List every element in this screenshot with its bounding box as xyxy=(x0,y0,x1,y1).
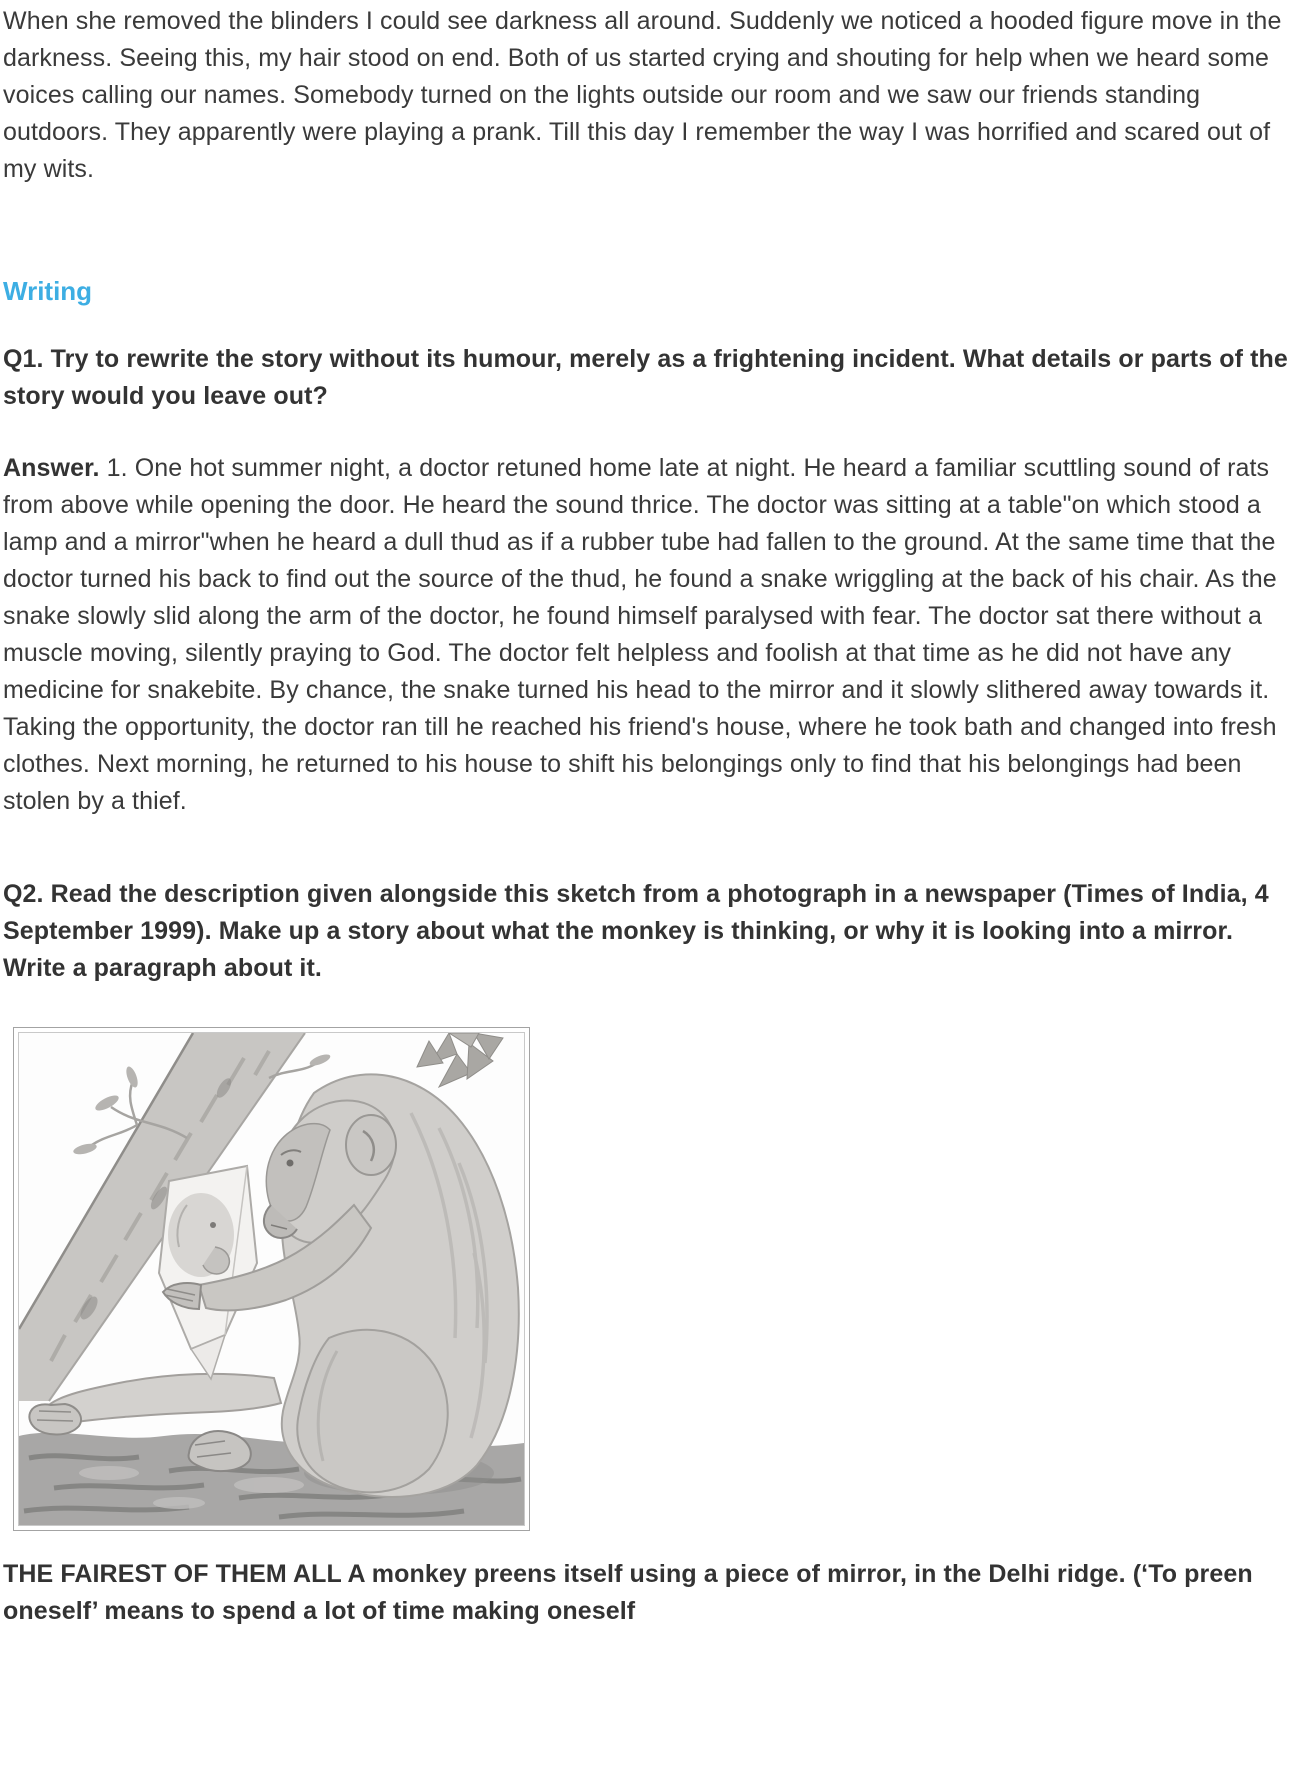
story-paragraph: When she removed the blinders I could see darkness all around. Suddenly we noticed a hooded figure move in the darkness. Seeing this, my hair stood on end. Both of us started crying and shouting for help when we heard some voices calling our names. Somebody turned on the lights outside our room and we saw our friends standing outdoors. They apparently were playing a prank. Till this day I remember the way I was horrified and scared out of my wits. xyxy=(3,7,1282,183)
monkey-eye xyxy=(287,1160,294,1167)
question-1: Q1. Try to rewrite the story without its humour, merely as a frightening incident. What details or parts of the story would you leave out? xyxy=(3,345,1288,410)
monkey-ear xyxy=(346,1115,396,1175)
monkey-mirror-sketch-drawing xyxy=(19,1033,524,1525)
question-2: Q2. Read the description given alongside this sketch from a photograph in a newspaper (Times of India, 4 September 1999). Make up a story about what the monkey is thinking, or why it is looking into a mirror. Write a paragraph about it. xyxy=(3,880,1269,982)
answer-text: 1. One hot summer night, a doctor retuned home late at night. He heard a familiar scuttling sound of rats from above while opening the door. He heard the sound thrice. The doctor was sitting at a table"on which stood a lamp and a mirror"when he heard a dull thud as if a rubber tube had fallen to the ground. At the same time that the doctor turned his back to find out the source of the thud, he found a snake wriggling at the back of his chair. As the snake slowly slid along the arm of the doctor, he found himself paralysed with fear. The doctor sat there without a muscle moving, silently praying to God. The doctor felt helpless and foolish at that time as he did not have any medicine for snakebite. By chance, the snake turned his head to the mirror and it slowly slithered away towards it. Taking the opportunity, the doctor ran till he reached his friend's house, where he took bath and changed into fresh clothes. Next morning, he returned to his house to shift his belongings only to find that his belongings had been stolen by a thief. xyxy=(3,454,1277,815)
answer-paragraph xyxy=(3,450,1290,820)
answer-label: Answer. xyxy=(3,454,100,482)
mirror-reflection-face xyxy=(168,1193,234,1277)
monkey-sketch-image xyxy=(18,1032,525,1526)
writing-section-heading: Writing xyxy=(3,276,93,306)
sketch-caption: THE FAIREST OF THEM ALL A monkey preens itself using a piece of mirror, in the Delhi ridge. (‘To preen oneself’ means to spend a lot of time making oneself xyxy=(3,1560,1253,1625)
monkey-right-foot xyxy=(189,1431,251,1471)
monkey-sketch-frame xyxy=(13,1027,530,1531)
